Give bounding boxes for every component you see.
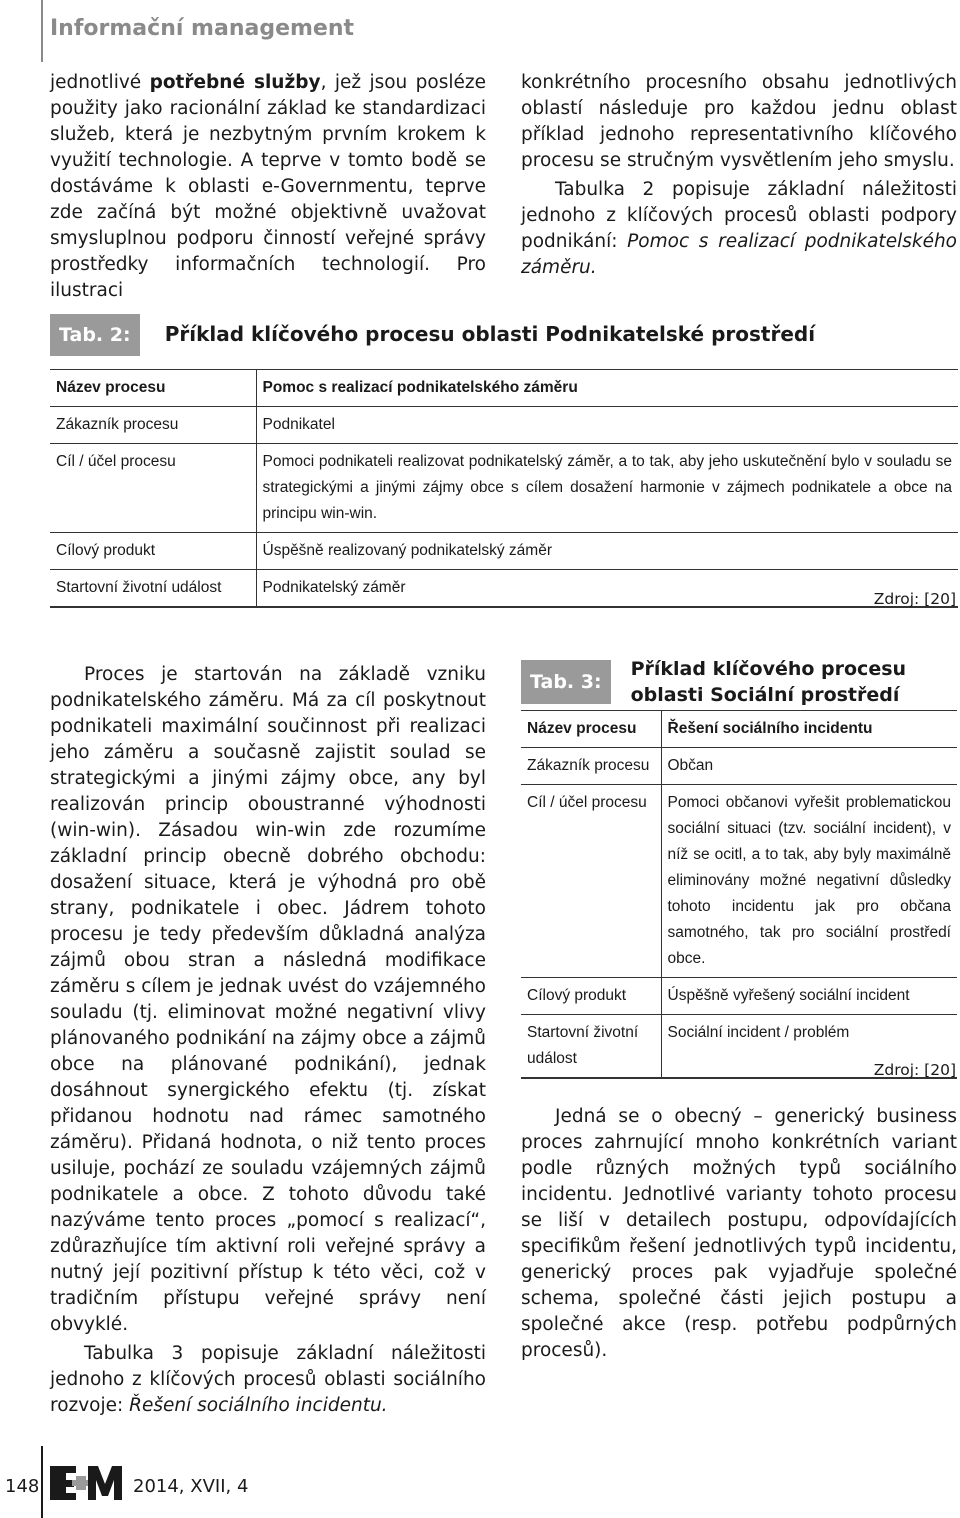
- text-column-bottom-left: [50, 662, 486, 1419]
- row-value: Podnikatelský záměr: [256, 570, 958, 608]
- table-row: [521, 978, 957, 1015]
- table-3-header: [521, 656, 957, 708]
- table-row: [521, 785, 957, 978]
- table-row: [521, 711, 957, 748]
- table-2-block: [50, 314, 958, 608]
- table-2-label: Tab. 2:: [50, 314, 140, 356]
- table-row: [50, 444, 958, 533]
- row-value: Pomoci občanovi vyřešit problematickou sociální situaci (tzv. sociální incident), v níž se ocitl, a to tak, aby byly maximálně eliminovány možné negativní důsledky tohoto incidentu jak pro občana samotného, tak pro sociální prostředí obce.: [661, 785, 957, 978]
- table-2: [50, 369, 958, 608]
- text-column-bottom-right: [521, 1104, 957, 1364]
- page-number: 148: [5, 1476, 40, 1497]
- row-key: Cílový produkt: [50, 533, 256, 570]
- paragraph: konkrétního procesního obsahu jednotlivých oblastí následuje pro každou jednu oblast příklad jednoho representativního klíčového procesu se stručným vysvětlením jeho smyslu.: [521, 72, 957, 171]
- row-key: Cíl / účel procesu: [50, 444, 256, 533]
- table-2-header: [50, 314, 958, 358]
- table-2-source: Zdroj: [20]: [873, 590, 956, 608]
- journal-issue: 2014, XVII, 4: [133, 1476, 249, 1497]
- row-key: Startovní životní událost: [50, 570, 256, 608]
- text-column-top-left: [50, 70, 486, 304]
- running-header-title: Informační management: [50, 16, 355, 41]
- row-value: Úspěšně vyřešený sociální incident: [661, 978, 957, 1015]
- row-value: Sociální incident / problém: [661, 1015, 957, 1079]
- table-3: [521, 710, 957, 1079]
- process-name-italic: Pomoc s realizací podnikatelského záměru.: [521, 231, 957, 278]
- paragraph: jednotlivé potřebné služby, jež jsou posléze použity jako racionální základ ke standardizaci služeb, která je nezbytným prvním krokem k využití technologie. A teprve v tomto bodě se dostáváme k oblasti e-Governmentu, teprve zde začíná být možné objektivně uvažovat smysluplnou podporu činností veřejné správy prostředky informačních technologií. Pro ilustraci: [50, 72, 486, 301]
- table-row: [50, 407, 958, 444]
- em-logo-icon: [50, 1462, 122, 1502]
- journal-logo: [50, 1462, 122, 1506]
- row-key: Startovní životní událost: [521, 1015, 661, 1079]
- row-value: Občan: [661, 748, 957, 785]
- header-divider: [41, 0, 43, 62]
- table-row: [50, 533, 958, 570]
- table-row: [521, 748, 957, 785]
- table-3-source: Zdroj: [20]: [873, 1061, 956, 1079]
- row-key: Cílový produkt: [521, 978, 661, 1015]
- paragraph: Jedná se o obecný – generický business proces zahrnující mnoho konkrétních variant podle různých možných typů sociálního incidentu. Jednotlivé varianty tohoto procesu se liší v detailech postupu, odpovídajících specifikům řešení jednotlivých typů incidentu, generický proces pak vyjadřuje společné schema, společné části jejich postupu a společné akce (resp. potřebu podpůrných procesů).: [521, 1106, 957, 1361]
- row-value: Řešení sociálního incidentu: [661, 711, 957, 748]
- paragraph: Tabulka 2 popisuje základní náležitosti jednoho z klíčových procesů oblasti podpory podnikání: Pomoc s realizací podnikatelského záměru.: [521, 179, 957, 278]
- paragraph: Tabulka 3 popisuje základní náležitosti jednoho z klíčových procesů oblasti sociálního rozvoje: Řešení sociálního incidentu.: [50, 1343, 486, 1416]
- row-key: Cíl / účel procesu: [521, 785, 661, 978]
- process-name-italic: Řešení sociálního incidentu.: [129, 1395, 388, 1416]
- table-row: [50, 570, 958, 608]
- footer-divider: [41, 1446, 43, 1518]
- row-key: Název procesu: [521, 711, 661, 748]
- row-key: Zákazník procesu: [50, 407, 256, 444]
- paragraph: Proces je startován na základě vzniku podnikatelského záměru. Má za cíl poskytnout podnikateli maximální součinnost při realizaci jeho záměru a současně zajistit soulad se strategickými a jinými zájmy obce, any byl realizován princip oboustranné výhodnosti (win-win). Zásadou win-win zde rozumíme základní princip obecně dobrého obchodu: dosažení situace, která je výhodná pro obě strany, podnikatele i obec. Jádrem tohoto procesu je tedy především důkladná analýza zájmů obou stran a následná modifikace záměru s cílem je jednak uvést do vzájemného souladu (tj. eliminovat možné negativní vlivy plánovaného podnikání na zájmy obce a zájmů obce na plánované podnikání), jednak dosáhnout synergického efektu (tj. získat přidanou hodnotu nad rámec samotného záměru). Přidaná hodnota, o niž tento proces usiluje, pochází ze souladu vzájemných zájmů podnikatele a obce. Z tohoto důvodu také nazýváme tento proces „pomocí s realizací“, zdůrazňujíce tím aktivní roli veřejné správy a nutný její pozitivní přístup k této věci, což v tradičním přístupu veřejné správy není obvyklé.: [50, 664, 486, 1335]
- row-value: Úspěšně realizovaný podnikatelský záměr: [256, 533, 958, 570]
- row-value: Pomoci podnikateli realizovat podnikatelský záměr, a to tak, aby jeho uskutečnění bylo v souladu se strategickými a jinými zájmy obce s cílem dosažení harmonie v zájmech podnikatele a obce na principu win-win.: [256, 444, 958, 533]
- row-key: Název procesu: [50, 370, 256, 407]
- table-3-label: Tab. 3:: [521, 660, 611, 704]
- table-3-block: [521, 656, 957, 1079]
- table-3-caption: Příklad klíčového procesu oblasti Sociální prostředí: [630, 658, 907, 706]
- table-2-caption: Příklad klíčového procesu oblasti Podnikatelské prostředí: [164, 322, 816, 346]
- text-column-top-right: [521, 70, 957, 281]
- row-value: Podnikatel: [256, 407, 958, 444]
- row-value: Pomoc s realizací podnikatelského záměru: [256, 370, 958, 407]
- table-row: [50, 370, 958, 407]
- row-key: Zákazník procesu: [521, 748, 661, 785]
- emphasis: potřebné služby: [149, 72, 321, 93]
